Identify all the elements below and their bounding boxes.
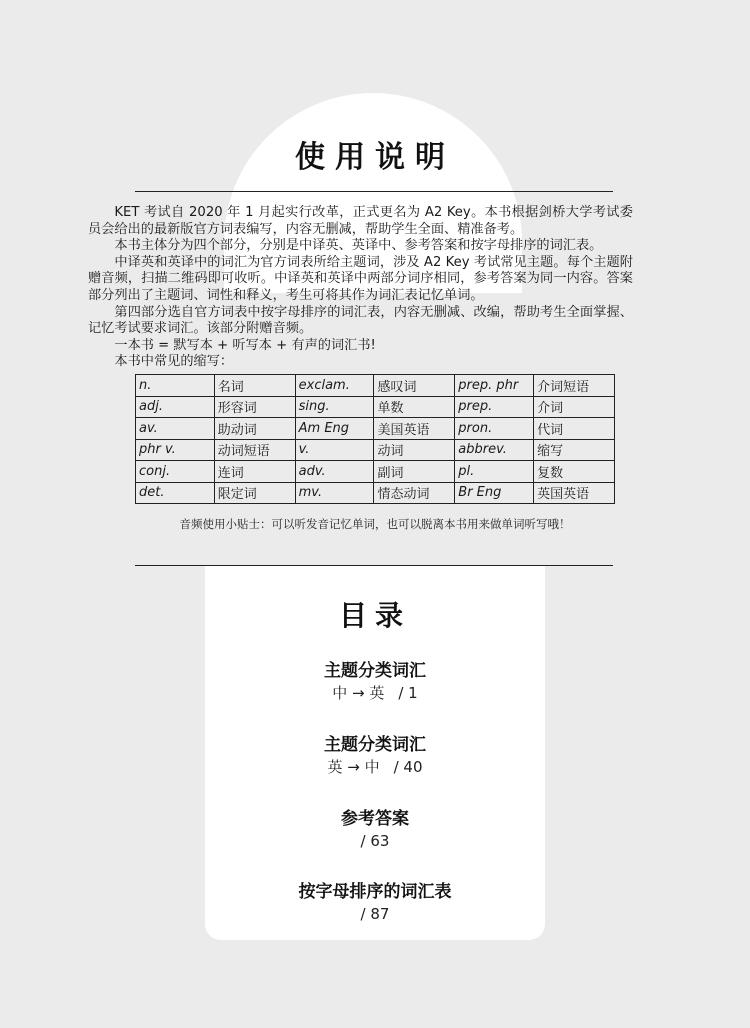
abbr-en: exclam.: [295, 375, 374, 397]
abbr-en: Am Eng: [295, 418, 374, 440]
toc-entry-line: [205, 756, 545, 778]
abbr-zh: 动词短语: [214, 439, 295, 461]
abbr-en: mv.: [295, 482, 374, 504]
abbr-en: av.: [136, 418, 215, 440]
abbr-zh: 动词: [374, 439, 455, 461]
abbr-en: prep.: [455, 396, 534, 418]
abbr-zh: 助动词: [214, 418, 295, 440]
table-row: [136, 439, 615, 461]
abbr-en: sing.: [295, 396, 374, 418]
page-title: 使用说明: [295, 140, 455, 175]
abbr-zh: 英国英语: [534, 482, 615, 504]
abbr-zh: 名词: [214, 375, 295, 397]
toc-entry-page: / 40: [393, 758, 423, 776]
toc-entry-answers[interactable]: [205, 808, 545, 852]
abbr-zh: 美国英语: [374, 418, 455, 440]
abbr-en: phr v.: [136, 439, 215, 461]
toc-entry-direction: 中 → 英: [332, 684, 385, 702]
audio-tip: 音频使用小贴士：可以听发音记忆单词，也可以脱离本书用来做单词听写哦！: [179, 517, 571, 531]
abbr-en: pron.: [455, 418, 534, 440]
abbr-zh: 代词: [534, 418, 615, 440]
abbr-en: abbrev.: [455, 439, 534, 461]
abbr-en: n.: [136, 375, 215, 397]
abbr-zh: 感叹词: [374, 375, 455, 397]
table-row: [136, 482, 615, 504]
abbr-en: adv.: [295, 461, 374, 483]
intro-paragraph: 本书主体分为四个部分，分别是中译英、英译中、参考答案和按字母排序的词汇表。: [114, 238, 603, 254]
abbr-zh: 限定词: [214, 482, 295, 504]
toc-entry-page: / 87: [360, 905, 390, 923]
abbr-zh: 副词: [374, 461, 455, 483]
abbr-en: Br Eng: [455, 482, 534, 504]
toc-entry-label: 按字母排序的词汇表: [298, 882, 452, 902]
abbr-zh: 连词: [214, 461, 295, 483]
abbr-zh: 形容词: [214, 396, 295, 418]
abbr-en: prep. phr: [455, 375, 534, 397]
intro-paragraph: 第四部分选自官方词表中按字母排序的词汇表，内容无删减、改编，帮助考生全面掌握、记忆考试要求词汇。该部分附赠音频。: [88, 304, 633, 337]
toc-entry-line: [205, 682, 545, 704]
toc-entry-label: 主题分类词汇: [324, 735, 426, 755]
toc-entry-chinese-english[interactable]: [205, 660, 545, 704]
abbr-zh: 情态动词: [374, 482, 455, 504]
table-row: [136, 375, 615, 397]
toc-entry-label: 参考答案: [341, 809, 409, 829]
intro-paragraph: 本书中常见的缩写：: [114, 354, 234, 370]
abbreviation-table: [135, 374, 615, 504]
toc-entry-label: 主题分类词汇: [324, 661, 426, 681]
table-row: [136, 461, 615, 483]
intro-paragraph: KET 考试自 2020 年 1 月起实行改革，正式更名为 A2 Key。本书根据剑桥大学考试委员会给出的最新版官方词表编写，内容无删减，帮助学生全面、精准备考。: [88, 205, 633, 237]
abbr-zh: 单数: [374, 396, 455, 418]
abbr-en: pl.: [455, 461, 534, 483]
abbr-zh: 缩写: [534, 439, 615, 461]
abbr-zh: 介词: [534, 396, 615, 418]
toc-entry-alphabetical-list[interactable]: [205, 881, 545, 925]
toc-entry-direction: 英 → 中: [327, 758, 380, 776]
abbr-zh: 复数: [534, 461, 615, 483]
intro-paragraph: 一本书 = 默写本 + 听写本 + 有声的词汇书!: [114, 337, 376, 353]
abbr-en: adj.: [136, 396, 215, 418]
intro-paragraph: 中译英和英译中的词汇为官方词表所给主题词，涉及 A2 Key 考试常见主题。每个主题附赠音频，扫描二维码即可收听。中译英和英译中两部分词序相同，参考答案为同一内容。答案部分列出了主题词、词性和释义，考生可将其作为词汇表记忆单词。: [88, 254, 633, 303]
toc-entry-page: / 63: [360, 832, 390, 850]
intro-text: [88, 205, 633, 371]
divider-top: [135, 191, 613, 192]
abbr-en: conj.: [136, 461, 215, 483]
toc-entry-english-chinese[interactable]: [205, 734, 545, 778]
table-row: [136, 418, 615, 440]
abbr-en: det.: [136, 482, 215, 504]
abbr-en: v.: [295, 439, 374, 461]
toc-entry-page: / 1: [398, 684, 418, 702]
table-row: [136, 396, 615, 418]
abbr-zh: 介词短语: [534, 375, 615, 397]
toc-title: 目录: [338, 599, 411, 632]
